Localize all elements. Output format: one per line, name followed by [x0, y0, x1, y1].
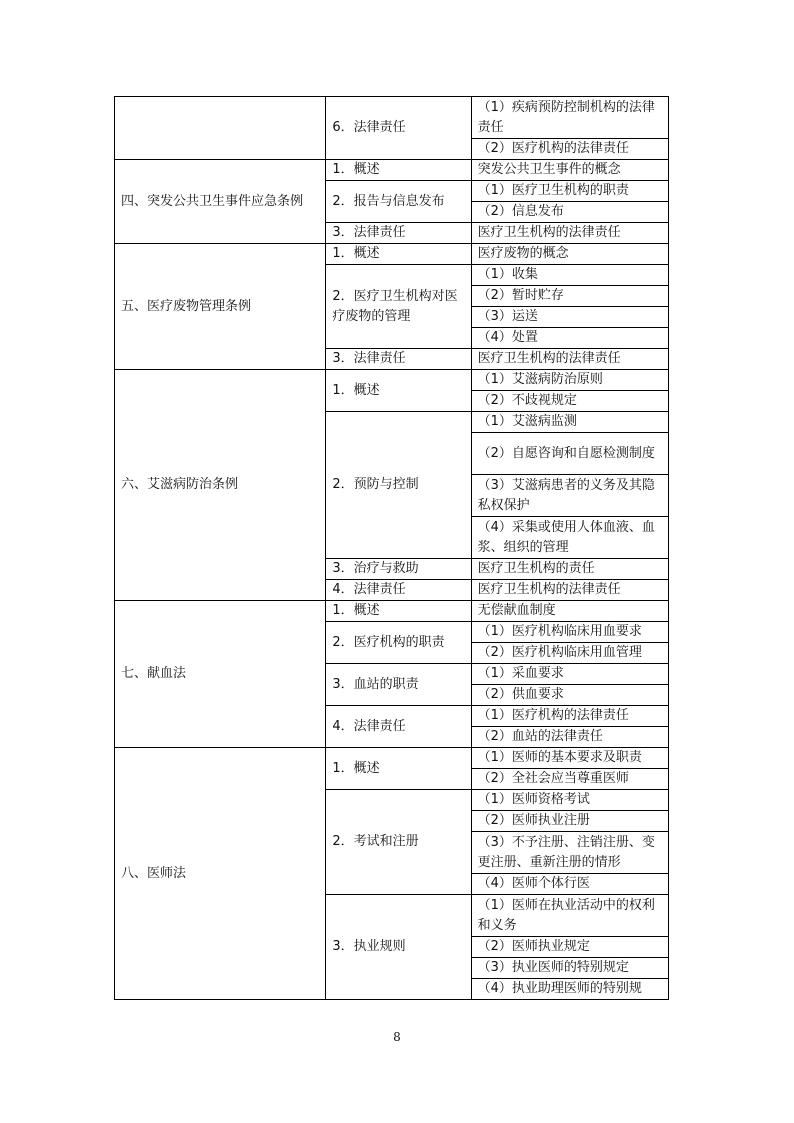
unit-name: 1．概述 [326, 370, 471, 412]
unit-name: 2．医疗机构的职责 [326, 622, 471, 664]
unit-name: 2．考试和注册 [326, 790, 471, 895]
unit-item: （1）采血要求 [471, 664, 668, 685]
unit-item: （2）血站的法律责任 [471, 727, 668, 748]
unit-item: 医疗卫生机构的法律责任 [471, 349, 668, 370]
unit-item: （1）医师在执业活动中的权利和义务 [471, 895, 668, 937]
section-title: 七、献血法 [115, 601, 326, 748]
unit-item: （1）医师资格考试 [471, 790, 668, 811]
unit-item: （2）供血要求 [471, 685, 668, 706]
unit-item: （2）医疗机构的法律责任 [471, 139, 668, 160]
unit-item: （1）医师的基本要求及职责 [471, 748, 668, 769]
unit-item: （2）自愿咨询和自愿检测制度 [471, 433, 668, 475]
unit-name: 3．执业规则 [326, 895, 471, 1000]
unit-name: 4．法律责任 [326, 580, 471, 601]
unit-item: 突发公共卫生事件的概念 [471, 160, 668, 181]
section-title: 四、突发公共卫生事件应急条例 [115, 160, 326, 244]
table-row [115, 370, 669, 391]
unit-item: （1）疾病预防控制机构的法律责任 [471, 97, 668, 139]
unit-item: 医疗卫生机构的法律责任 [471, 580, 668, 601]
unit-name: 1．概述 [326, 160, 471, 181]
unit-name: 6．法律责任 [326, 97, 471, 160]
unit-name: 3．血站的职责 [326, 664, 471, 706]
unit-name: 4．法律责任 [326, 706, 471, 748]
unit-item: （1）医疗卫生机构的职责 [471, 181, 668, 202]
table-row [115, 748, 669, 769]
table-row [115, 244, 669, 265]
unit-item: （1）艾滋病防治原则 [471, 370, 668, 391]
unit-name: 3．治疗与救助 [326, 559, 471, 580]
unit-name: 1．概述 [326, 748, 471, 790]
unit-item: （2）医师执业注册 [471, 811, 668, 832]
unit-name: 3．法律责任 [326, 223, 471, 244]
table-row [115, 97, 669, 139]
syllabus-table [114, 96, 669, 1000]
unit-item: （3）艾滋病患者的义务及其隐私权保护 [471, 475, 668, 517]
unit-name: 2．报告与信息发布 [326, 181, 471, 223]
unit-item: （4）医师个体行医 [471, 874, 668, 895]
unit-item: （1）医疗机构的法律责任 [471, 706, 668, 727]
unit-item: 医疗卫生机构的责任 [471, 559, 668, 580]
unit-item: （2）医师执业规定 [471, 937, 668, 958]
unit-name: 3．法律责任 [326, 349, 471, 370]
unit-name: 1．概述 [326, 244, 471, 265]
section-title [115, 97, 326, 160]
unit-item: 无偿献血制度 [471, 601, 668, 622]
section-title: 五、医疗废物管理条例 [115, 244, 326, 370]
unit-item: （3）运送 [471, 307, 668, 328]
unit-item: （1）收集 [471, 265, 668, 286]
unit-item: （2）医疗机构临床用血管理 [471, 643, 668, 664]
table-row [115, 601, 669, 622]
page-number: 8 [393, 1030, 401, 1044]
unit-item: （1）艾滋病监测 [471, 412, 668, 433]
table-row [115, 160, 669, 181]
unit-item: （3）不予注册、注销注册、变更注册、重新注册的情形 [471, 832, 668, 874]
section-title: 八、医师法 [115, 748, 326, 1000]
unit-item: （2）信息发布 [471, 202, 668, 223]
unit-item: （4）处置 [471, 328, 668, 349]
unit-item: （1）医疗机构临床用血要求 [471, 622, 668, 643]
syllabus-table-body [115, 97, 669, 1000]
unit-item: 医疗卫生机构的法律责任 [471, 223, 668, 244]
unit-name: 2．医疗卫生机构对医疗废物的管理 [326, 265, 471, 349]
unit-item: （2）不歧视规定 [471, 391, 668, 412]
unit-name: 1．概述 [326, 601, 471, 622]
unit-item: 医疗废物的概念 [471, 244, 668, 265]
unit-item: （4）执业助理医师的特别规 [471, 979, 668, 1000]
unit-item: （3）执业医师的特别规定 [471, 958, 668, 979]
unit-item: （2）全社会应当尊重医师 [471, 769, 668, 790]
unit-item: （4）采集或使用人体血液、血浆、组织的管理 [471, 517, 668, 559]
unit-name: 2．预防与控制 [326, 412, 471, 559]
unit-item: （2）暂时贮存 [471, 286, 668, 307]
section-title: 六、艾滋病防治条例 [115, 370, 326, 601]
